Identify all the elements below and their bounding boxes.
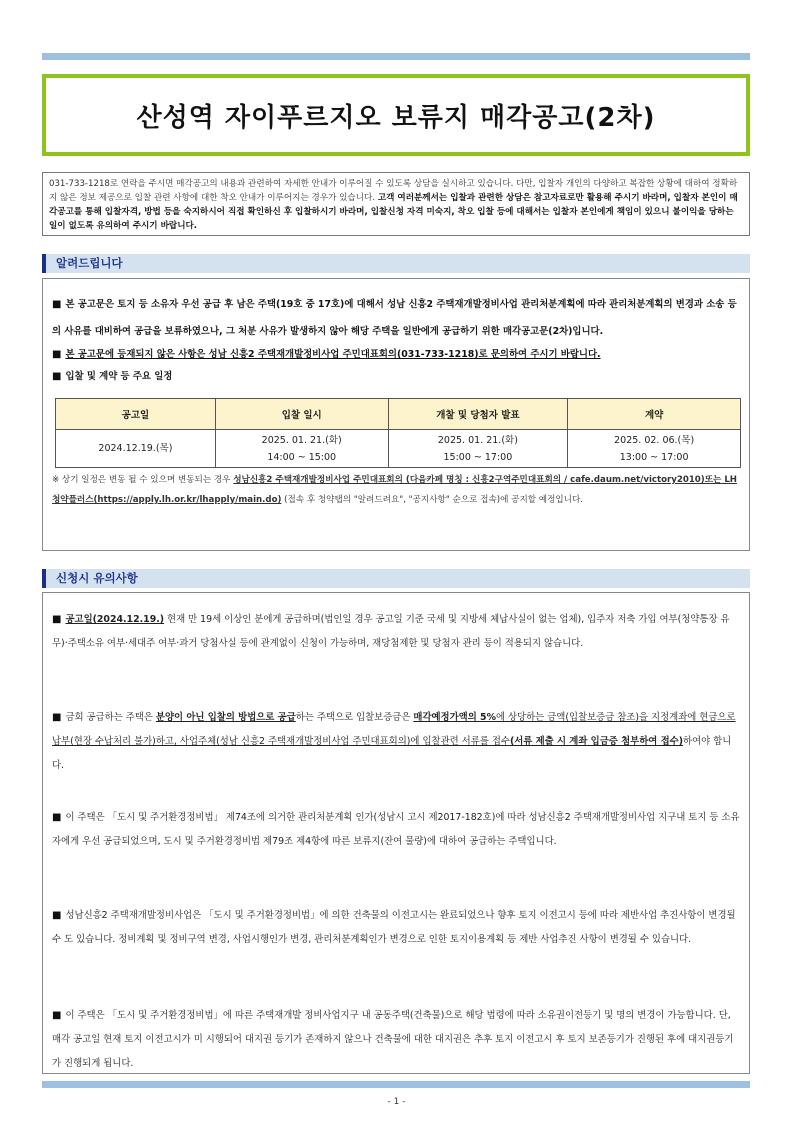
schedule-header-cell: 계약 bbox=[568, 399, 741, 430]
square-bullet-icon: ■ bbox=[52, 910, 62, 921]
page-number: - 1 - bbox=[387, 1097, 406, 1107]
schedule-cell-announce: 2024.12.19.(목) bbox=[56, 430, 216, 468]
bottom-rule bbox=[42, 1081, 750, 1088]
square-bullet-icon: ■ bbox=[52, 299, 62, 310]
schedule-cell-opening: 2025. 01. 21.(화) 15:00 ~ 17:00 bbox=[388, 430, 568, 468]
square-bullet-icon: ■ bbox=[52, 614, 62, 625]
notice-paragraph-1: ■ 본 공고문은 토지 등 소유자 우선 공급 후 남은 주택(19호 중 17호)에 대해서 성남 신흥2 주택재개발정비사업 관리처분계획에 따라 관리처분계획의 변경과 소송 등의 사유를 대비하여 공급을 보류하였으나, 그 처분 사유가 발생하지 않아 해당 주택을 일반에게 공급하기 위한 매각공고문(2차)입니다. bbox=[52, 299, 737, 337]
section-heading-notice: 알려드립니다 bbox=[42, 254, 750, 273]
schedule-row bbox=[56, 430, 741, 468]
section-heading-caution: 신청시 유의사항 bbox=[42, 569, 750, 588]
caution-paragraph-4: ■ 성남신흥2 주택재개발정비사업은 「도시 및 주거환경정비법」에 의한 건축물의 이전고시는 완료되었으나 향후 토지 이전고시 등에 따라 제반사업 추진사항이 변경될 수 도 있습니다. 정비계획 및 정비구역 변경, 사업시행인가 변경, 관리처분계획인가 변경으로 인한 토지이용계획 등 제반 사업추진 사항이 변경될 수 있습니다. bbox=[52, 910, 736, 945]
notice-paragraph-3: ■ 입찰 및 계약 등 주요 일정 bbox=[52, 371, 173, 382]
notice-paragraph-2: ■ 본 공고문에 등재되지 않은 사항은 성남 신흥2 주택재개발정비사업 주민대표회의(031-733-1218)로 문의하여 주시기 바랍니다. bbox=[52, 349, 601, 360]
square-bullet-icon: ■ bbox=[52, 812, 62, 823]
top-rule bbox=[42, 53, 750, 60]
square-bullet-icon: ■ bbox=[52, 349, 62, 360]
caution-paragraph-3: ■ 이 주택은 「도시 및 주거환경정비법」 제74조에 의거한 관리처분계획 인가(성남시 고시 제2017-182호)에 따라 성남신흥2 주택재개발정비사업 지구내 토지 등 소유자에게 우선 공급되었으며, 도시 및 주거환경정비법 제79조 제4항에 따른 보류지(잔여 물량)에 대하여 공급하는 주택입니다. bbox=[52, 812, 740, 847]
square-bullet-icon: ■ bbox=[52, 712, 62, 723]
square-bullet-icon: ■ bbox=[52, 371, 62, 382]
intro-notice bbox=[42, 172, 750, 236]
caution-paragraph-5: ■ 이 주택은 「도시 및 주거환경정비법」에 따른 주택재개발 정비사업지구 내 공동주택(건축물)으로 해당 법령에 따라 소유권이전등기 및 명의 변경이 가능합니다. 단, 매각 공고일 현재 토지 이전고시가 미 시행되어 대지권 등기가 존재하지 않으나 건축물에 대한 대지권은 추후 토지 이전고시 후 토지 보존등기가 진행된 후에 대지권등기가 진행되게 됩니다. bbox=[52, 1010, 734, 1069]
page-title: 산성역 자이푸르지오 보류지 매각공고(2차) bbox=[136, 102, 656, 133]
caution-paragraph-2: ■ 금회 공급하는 주택은 분양이 아닌 입찰의 방법으로 공급하는 주택으로 입찰보증금은 매각예정가액의 5%에 상당하는 금액(입찰보증금 참조)을 지정계좌에 현금으로 납부(현장 수납처리 불가)하고, 사업주체(성남 신흥2 주택재개발정비사업 주민대표회의)에 입찰관련 서류를 접수(서류 제출 시 계좌 입금증 첨부하여 접수)하여야 합니다. bbox=[52, 712, 736, 771]
schedule-cell-bid: 2025. 01. 21.(화) 14:00 ~ 15:00 bbox=[215, 430, 388, 468]
schedule-note: ※ 상기 일정은 변동 될 수 있으며 변동되는 경우 성남신흥2 주택재개발정비사업 주민대표회의 (다음카페 명칭 : 신흥2구역주민대표회의 / cafe.daum.net/victory2010)또는 LH청약플러스(https://apply.lh.or.kr/lhapply/main.do) (접속 후 청약탭의 "알려드려요", "공지사항" 순으로 접속)에 공지할 예정입니다. bbox=[52, 475, 737, 505]
schedule-header-cell: 공고일 bbox=[56, 399, 216, 430]
schedule-table bbox=[55, 398, 741, 468]
notice-links[interactable]: 성남신흥2 주택재개발정비사업 주민대표회의 (다음카페 명칭 : 신흥2구역주민대표회의 / cafe.daum.net/victory2010)또는 LH청약플러스(https://apply.lh.or.kr/lhapply/main.do) bbox=[52, 475, 737, 505]
schedule-header-cell: 입찰 일시 bbox=[215, 399, 388, 430]
schedule-header-cell: 개찰 및 당첨자 발표 bbox=[388, 399, 568, 430]
title-box bbox=[42, 74, 750, 156]
intro-emphasis: 고객 여러분께서는 입찰과 관련한 상담은 참고자료로만 활용해 주시기 바라며, 입찰자 본인이 매각공고를 통해 입찰자격, 방법 등을 숙지하시어 직접 확인하신 후 입찰하시기 바라며, 입찰신청 자격 미숙지, 착오 입찰 등에 대해서는 입찰자 본인에게 책임이 있으니 불이익을 당하는 일이 없도록 유의하여 주시기 바랍니다. bbox=[49, 193, 738, 231]
caution-paragraph-1: ■ 공고일(2024.12.19.) 현재 만 19세 이상인 분에게 공급하며(법인일 경우 공고일 기준 국세 및 지방세 체납사실이 없는 업체), 입주자 저축 가입 여부(청약통장 유무)·주택소유 여부·세대주 여부·과거 당첨사실 등에 관계없이 신청이 가능하며, 재당첨제한 및 당첨자 관리 등이 적용되지 않습니다. bbox=[52, 614, 730, 649]
square-bullet-icon: ■ bbox=[52, 1010, 62, 1021]
schedule-cell-contract: 2025. 02. 06.(목) 13:00 ~ 17:00 bbox=[568, 430, 741, 468]
schedule-header-row bbox=[56, 399, 741, 430]
intro-text: 031-733-1218로 연락을 주시면 매각공고의 내용과 관련하여 자세한 안내가 이루어질 수 있도록 상담을 실시하고 있습니다. 다만, 입찰자 개인의 다양하고 복잡한 상황에 대하여 정확하지 않은 정보 제공으로 입찰 관련 사항에 대한 착오 안내가 이루어지는 경우가 있습니다. bbox=[49, 179, 738, 203]
